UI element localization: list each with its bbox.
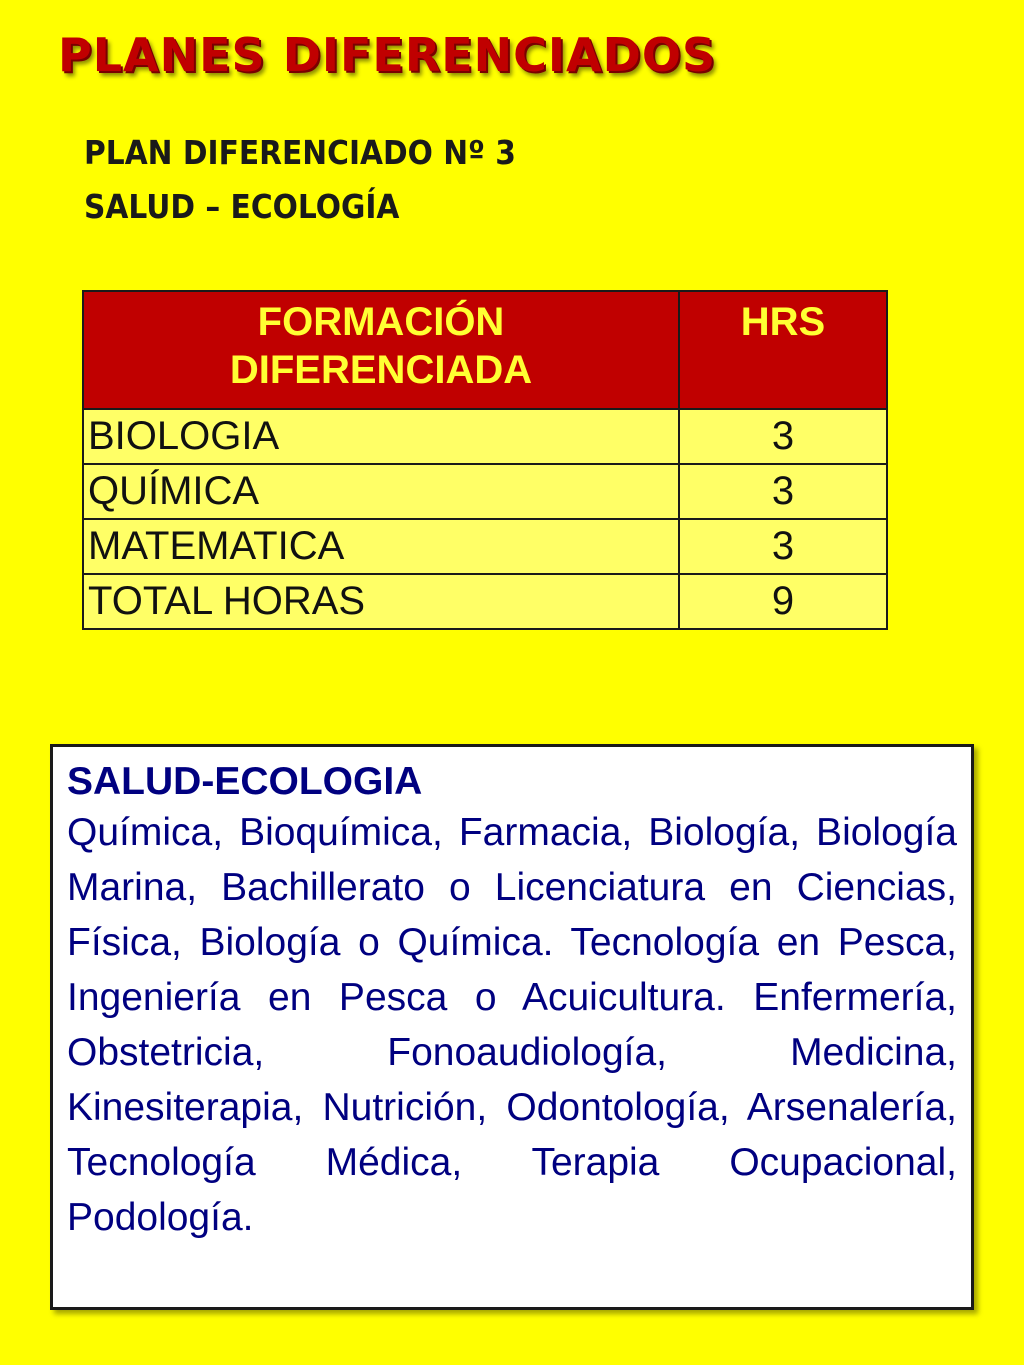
hours-table xyxy=(82,290,888,630)
plan-subtitle: PLAN DIFERENCIADO Nº 3 xyxy=(84,133,516,172)
table-row xyxy=(83,519,887,574)
careers-text: Química, Bioquímica, Farmacia, Biología, Biología Marina, Bachillerato o Licenciatura en Ciencias, Física, Biología o Química. Tecnología en Pesca, Ingeniería en Pesca o Acuicultura. Enfermería, Obstetricia, Fonoaudiología, Medicina, Kinesiterapia, Nutrición, Odontología, Arsenalería, Tecnología Médica, Terapia Ocupacional, Podología. xyxy=(67,811,957,1239)
table-row xyxy=(83,409,887,464)
total-hours-cell: 9 xyxy=(679,574,887,629)
careers-box xyxy=(50,744,974,1310)
table-row-total xyxy=(83,574,887,629)
slide-title: PLANES DIFERENCIADOS xyxy=(58,28,717,82)
hours-cell: 3 xyxy=(679,519,887,574)
plan-area-subtitle: SALUD – ECOLOGÍA xyxy=(84,187,400,226)
table-header-row xyxy=(83,291,887,409)
total-label-cell: TOTAL HORAS xyxy=(83,574,679,629)
header-formacion-label: FORMACIÓN DIFERENCIADA xyxy=(229,300,533,392)
subject-cell: QUÍMICA xyxy=(83,464,679,519)
subject-cell: BIOLOGIA xyxy=(83,409,679,464)
careers-heading: SALUD-ECOLOGIA xyxy=(67,760,423,803)
header-hrs: HRS xyxy=(679,291,887,409)
table-row xyxy=(83,464,887,519)
subject-cell: MATEMATICA xyxy=(83,519,679,574)
hours-cell: 3 xyxy=(679,464,887,519)
header-formacion xyxy=(83,291,679,409)
hours-cell: 3 xyxy=(679,409,887,464)
